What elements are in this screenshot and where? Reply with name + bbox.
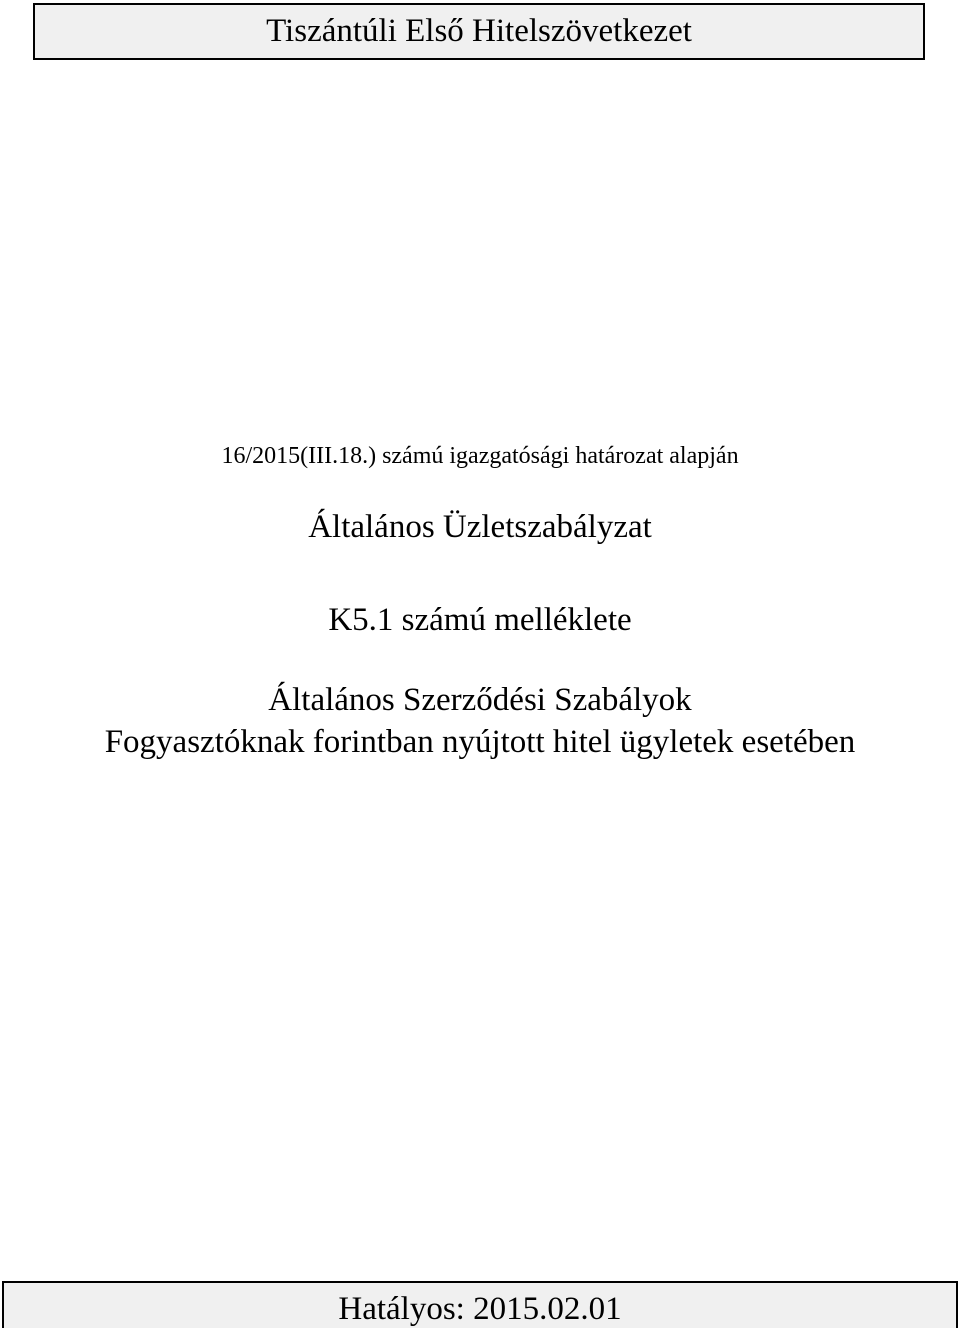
annex-title: K5.1 számú melléklete [328, 602, 632, 638]
effective-date: Hatályos: 2015.02.01 [338, 1291, 622, 1327]
subject-title-line-2: Fogyasztóknak forintban nyújtott hitel ügyletek esetében [104, 724, 856, 760]
resolution-reference: 16/2015(III.18.) számú igazgatósági határozat alapján [221, 443, 739, 469]
subject-title-line-1: Általános Szerződési Szabályok [268, 682, 692, 718]
document-title: Általános Üzletszabályzat [308, 509, 652, 545]
header-banner [33, 3, 925, 60]
footer-banner [2, 1281, 958, 1328]
institution-name: Tiszántúli Első Hitelszövetkezet [266, 13, 692, 49]
